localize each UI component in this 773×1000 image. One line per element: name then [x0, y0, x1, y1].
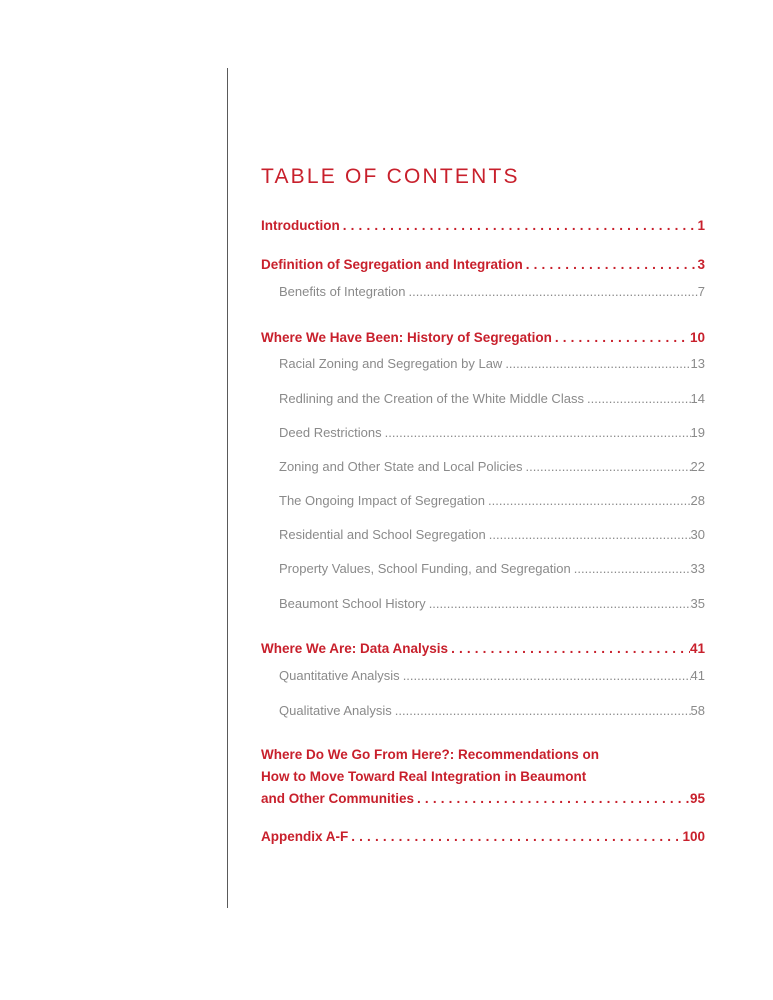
toc-subentry-property-values[interactable]	[279, 561, 705, 576]
dot-leader	[414, 788, 690, 810]
toc-entry-label: The Ongoing Impact of Segregation	[279, 493, 485, 508]
toc-page-number: 13	[690, 356, 705, 371]
toc-subentry-beaumont-history[interactable]	[279, 596, 705, 611]
toc-entry-history[interactable]	[261, 330, 705, 345]
toc-entry-label: Benefits of Integration	[279, 284, 406, 299]
toc-subentry-zoning-policies[interactable]	[279, 459, 705, 474]
toc-subentry-quantitative[interactable]	[279, 668, 705, 683]
dot-leader	[502, 356, 690, 371]
dot-leader	[571, 561, 691, 576]
toc-page-number: 30	[690, 527, 705, 542]
toc-entry-label: Deed Restrictions	[279, 425, 382, 440]
toc-entry-data-analysis[interactable]	[261, 641, 705, 656]
toc-page-number: 10	[689, 330, 705, 345]
toc-subentry-racial-zoning[interactable]	[279, 356, 705, 371]
dot-leader	[340, 218, 698, 233]
toc-entry-introduction[interactable]	[261, 218, 705, 233]
dot-leader	[448, 641, 690, 656]
toc-subentry-deed-restrictions[interactable]	[279, 425, 705, 440]
page-title: TABLE OF CONTENTS	[261, 165, 520, 188]
toc-entry-label: Where We Are: Data Analysis	[261, 641, 449, 656]
toc-entry-label-line: Where Do We Go From Here?: Recommendations on	[261, 747, 600, 762]
toc-page-number: 41	[689, 641, 705, 656]
toc-page-number: 1	[697, 218, 705, 233]
toc-page-number: 7	[697, 284, 705, 299]
toc-page-number: 35	[690, 596, 705, 611]
toc-entry-label-line: How to Move Toward Real Integration in Beaumont	[261, 769, 587, 784]
toc-entry-label: Property Values, School Funding, and Segregation	[279, 561, 571, 576]
toc-entry-recommendations[interactable]	[261, 744, 705, 810]
toc-entry-label: Qualitative Analysis	[279, 703, 392, 718]
toc-entry-label: Residential and School Segregation	[279, 527, 486, 542]
dot-leader	[485, 493, 691, 508]
toc-subentry-redlining[interactable]	[279, 391, 705, 406]
toc-entry-definition[interactable]	[261, 257, 705, 272]
toc-page-number: 41	[690, 668, 705, 683]
toc-entry-label: Quantitative Analysis	[279, 668, 400, 683]
vertical-divider	[227, 68, 228, 908]
toc-page-number: 100	[682, 829, 705, 844]
dot-leader	[426, 596, 691, 611]
toc-subentry-qualitative[interactable]	[279, 703, 705, 718]
toc-page-number: 19	[690, 425, 705, 440]
toc-entry-label: Redlining and the Creation of the White Middle Class	[279, 391, 584, 406]
dot-leader	[348, 829, 678, 844]
dot-leader	[382, 425, 691, 440]
toc-entry-label: Where We Have Been: History of Segregation	[261, 330, 552, 345]
dot-leader	[392, 703, 691, 718]
dot-leader	[523, 257, 698, 272]
toc-page-number: 33	[690, 561, 705, 576]
toc-page-number: 22	[690, 459, 705, 474]
dot-leader	[523, 459, 691, 474]
toc-page-number: 95	[689, 791, 705, 806]
dot-leader	[486, 527, 691, 542]
toc-entry-last-line	[261, 788, 705, 810]
toc-entry-label: Racial Zoning and Segregation by Law	[279, 356, 503, 371]
toc-page-number: 58	[690, 703, 705, 718]
dot-leader	[552, 330, 690, 345]
toc-subentry-benefits[interactable]	[279, 284, 705, 299]
toc-entry-label: Appendix A-F	[261, 829, 349, 844]
dot-leader	[400, 668, 691, 683]
toc-subentry-ongoing-impact[interactable]	[279, 493, 705, 508]
toc-entry-label: Introduction	[261, 218, 340, 233]
toc-entry-label: Beaumont School History	[279, 596, 426, 611]
dot-leader	[405, 284, 697, 299]
dot-leader	[584, 391, 691, 406]
toc-entry-label-line: and Other Communities	[261, 791, 415, 806]
toc-entry-label: Zoning and Other State and Local Policies	[279, 459, 523, 474]
toc-subentry-residential-school[interactable]	[279, 527, 705, 542]
toc-entry-label: Definition of Segregation and Integration	[261, 257, 523, 272]
toc-entry-appendix[interactable]	[261, 829, 705, 844]
toc-page-number: 28	[690, 493, 705, 508]
toc-page-number: 14	[690, 391, 705, 406]
toc-page-number: 3	[697, 257, 705, 272]
